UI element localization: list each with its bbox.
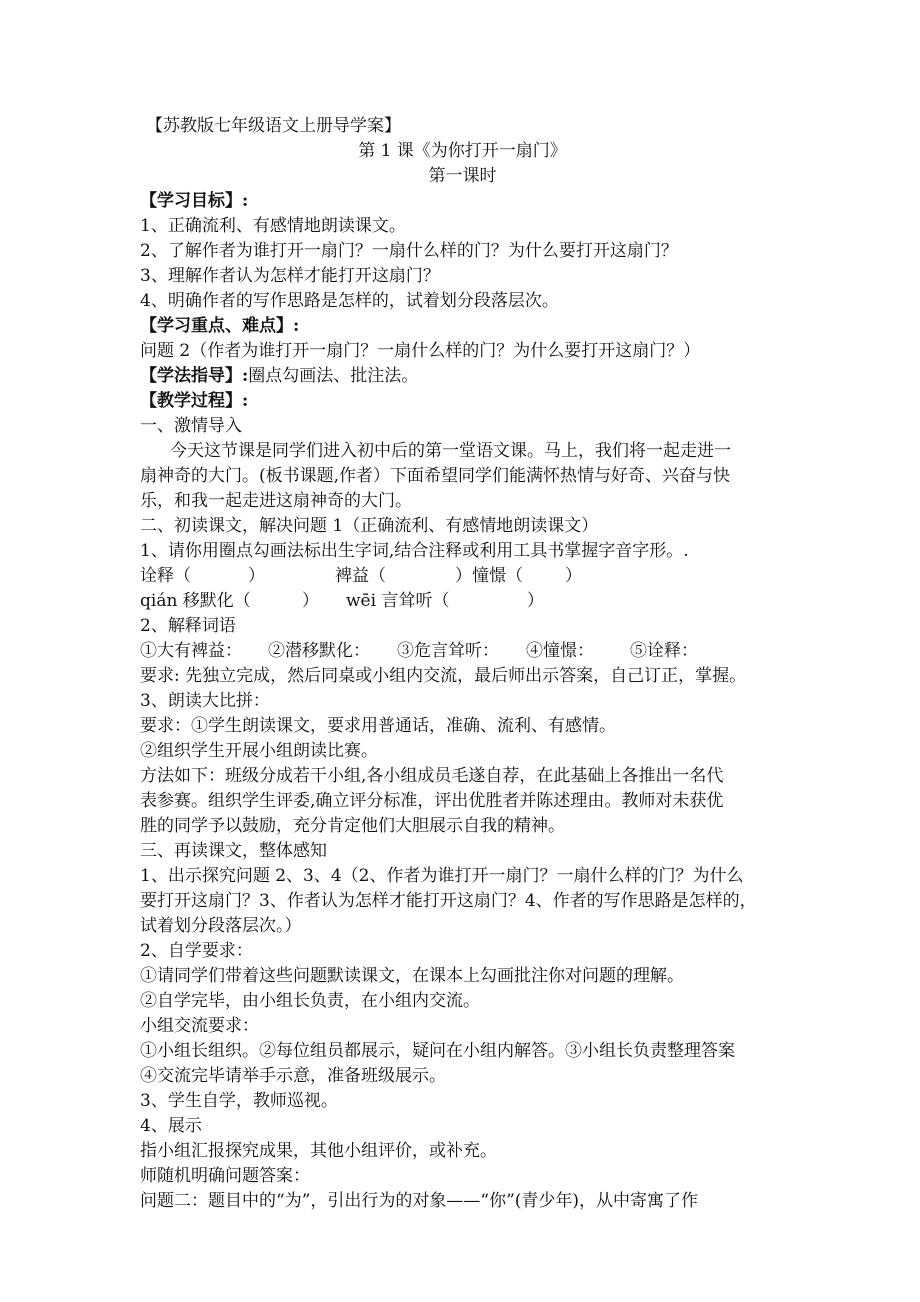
method-heading: 【学法指导】:	[140, 366, 249, 386]
fill-blank-close: ）	[302, 591, 319, 611]
objective-item: 3、理解作者认为怎样才能打开这扇门？	[140, 266, 440, 286]
objectives-heading: 【学习目标】:	[140, 191, 249, 211]
section-2-task-2: 2、解释词语	[140, 616, 236, 636]
method-line	[140, 363, 785, 389]
focus-heading: 【学习重点、难点】:	[140, 316, 300, 336]
section-2-requirement: 要求: 先独立完成，然后同桌或小组内交流，最后师出示答案，自己订正，掌握。	[140, 666, 747, 686]
fill-blank-close: ）	[565, 566, 582, 586]
method-description-line: 表参赛。组织学生评委,确立评分标准，评出优胜者并陈述理由。教师对未获优	[140, 791, 724, 811]
section-3-title: 三、再读课文，整体感知	[140, 841, 327, 861]
fill-blank-row-2	[140, 588, 785, 614]
term-item: ⑤诠释：	[630, 641, 698, 661]
fill-blank-close: ）	[248, 566, 265, 586]
reading-requirement-2: ②组织学生开展小组朗读比赛。	[140, 741, 378, 761]
method-description-line: 胜的同学予以鼓励，充分肯定他们大胆展示自我的精神。	[140, 816, 565, 836]
term-item: ②潜移默化：	[268, 641, 370, 661]
term-item: ③危言耸听：	[397, 641, 499, 661]
fill-blank-item: qián 移默化（	[140, 591, 251, 611]
term-item: ④憧憬：	[526, 641, 594, 661]
section-3-task-4: 4、展示	[140, 1116, 202, 1136]
fill-blank-close: ）	[527, 591, 544, 611]
focus-text: 问题 2（作者为谁打开一扇门？一扇什么样的门？为什么要打开这扇门？）	[140, 341, 701, 361]
self-study-item: ②自学完毕，由小组长负责，在小组内交流。	[140, 991, 480, 1011]
objective-item: 4、明确作者的写作思路是怎样的，试着划分段落层次。	[140, 291, 559, 311]
section-3-task-3: 3、学生自学，教师巡视。	[140, 1091, 338, 1111]
section-2-task-1: 1、请你用圈点勾画法标出生字词,结合注释或利用工具书掌握字音字形。.	[140, 541, 689, 561]
answer-text: 问题二：题目中的“为”，引出行为的对象——“你”(青少年)，从中寄寓了作	[140, 1191, 699, 1211]
terms-row	[140, 638, 785, 664]
section-2-title: 二、初读课文，解决问题 1（正确流利、有感情地朗读课文）	[140, 516, 599, 536]
term-item: ①大有裨益：	[140, 641, 242, 661]
group-heading: 小组交流要求：	[140, 1016, 259, 1036]
objective-item: 2、了解作者为谁打开一扇门？一扇什么样的门？为什么要打开这扇门？	[140, 241, 678, 261]
document-header: 【苏教版七年级语文上册导学案】	[146, 116, 401, 136]
section-1-paragraph-line: 乐，和我一起走进这扇神奇的大门。	[140, 491, 412, 511]
section-1-title: 一、激情导入	[140, 416, 242, 436]
section-3-task-2: 2、自学要求：	[140, 941, 253, 961]
method-description-line: 方法如下：班级分成若干小组,各小组成员毛遂自荐，在此基础上各推出一名代	[140, 766, 724, 786]
group-item: ④交流完毕请举手示意，准备班级展示。	[140, 1066, 446, 1086]
section-3-task-1-line: 试着划分段落层次。）	[140, 916, 302, 936]
section-2-task-3: 3、朗读大比拼：	[140, 691, 270, 711]
fill-blank-item: 诠释（	[140, 566, 191, 586]
show-text: 指小组汇报探究成果，其他小组评价，或补充。	[140, 1141, 497, 1161]
lesson-title: 第 1 课《为你打开一扇门》	[358, 141, 567, 161]
objective-item: 1、正确流利、有感情地朗读课文。	[140, 216, 406, 236]
reading-requirement-1: 要求：①学生朗读课文，要求用普通话，准确、流利、有感情。	[140, 716, 616, 736]
fill-blank-row-1	[140, 563, 785, 589]
section-3-task-1-line: 要打开这扇门？3、作者认为怎样才能打开这扇门？4、作者的写作思路是怎样的，	[140, 891, 757, 911]
section-1-paragraph-line: 今天这节课是同学们进入初中后的第一堂语文课。马上，我们将一起走进一	[170, 441, 731, 461]
answer-heading: 师随机明确问题答案：	[140, 1166, 310, 1186]
method-text: 圈点勾画法、批注法。	[248, 366, 419, 386]
fill-blank-item: ）憧憬（	[455, 566, 523, 586]
fill-blank-item: 裨益（	[335, 566, 386, 586]
section-1-paragraph-line: 扇神奇的大门。(板书课题,作者）下面希望同学们能满怀热情与好奇、兴奋与快	[140, 466, 731, 486]
fill-blank-item: wēi 言耸听（	[346, 591, 450, 611]
process-heading: 【教学过程】:	[140, 391, 249, 411]
group-item: ①小组长组织。②每位组员都展示，疑问在小组内解答。③小组长负责整理答案	[140, 1041, 735, 1061]
lesson-subtitle: 第一课时	[428, 166, 497, 186]
self-study-item: ①请同学们带着这些问题默读课文，在课本上勾画批注你对问题的理解。	[140, 966, 684, 986]
section-3-task-1-line: 1、出示探究问题 2、3、4（2、作者为谁打开一扇门？一扇什么样的门？为什么	[140, 866, 744, 886]
